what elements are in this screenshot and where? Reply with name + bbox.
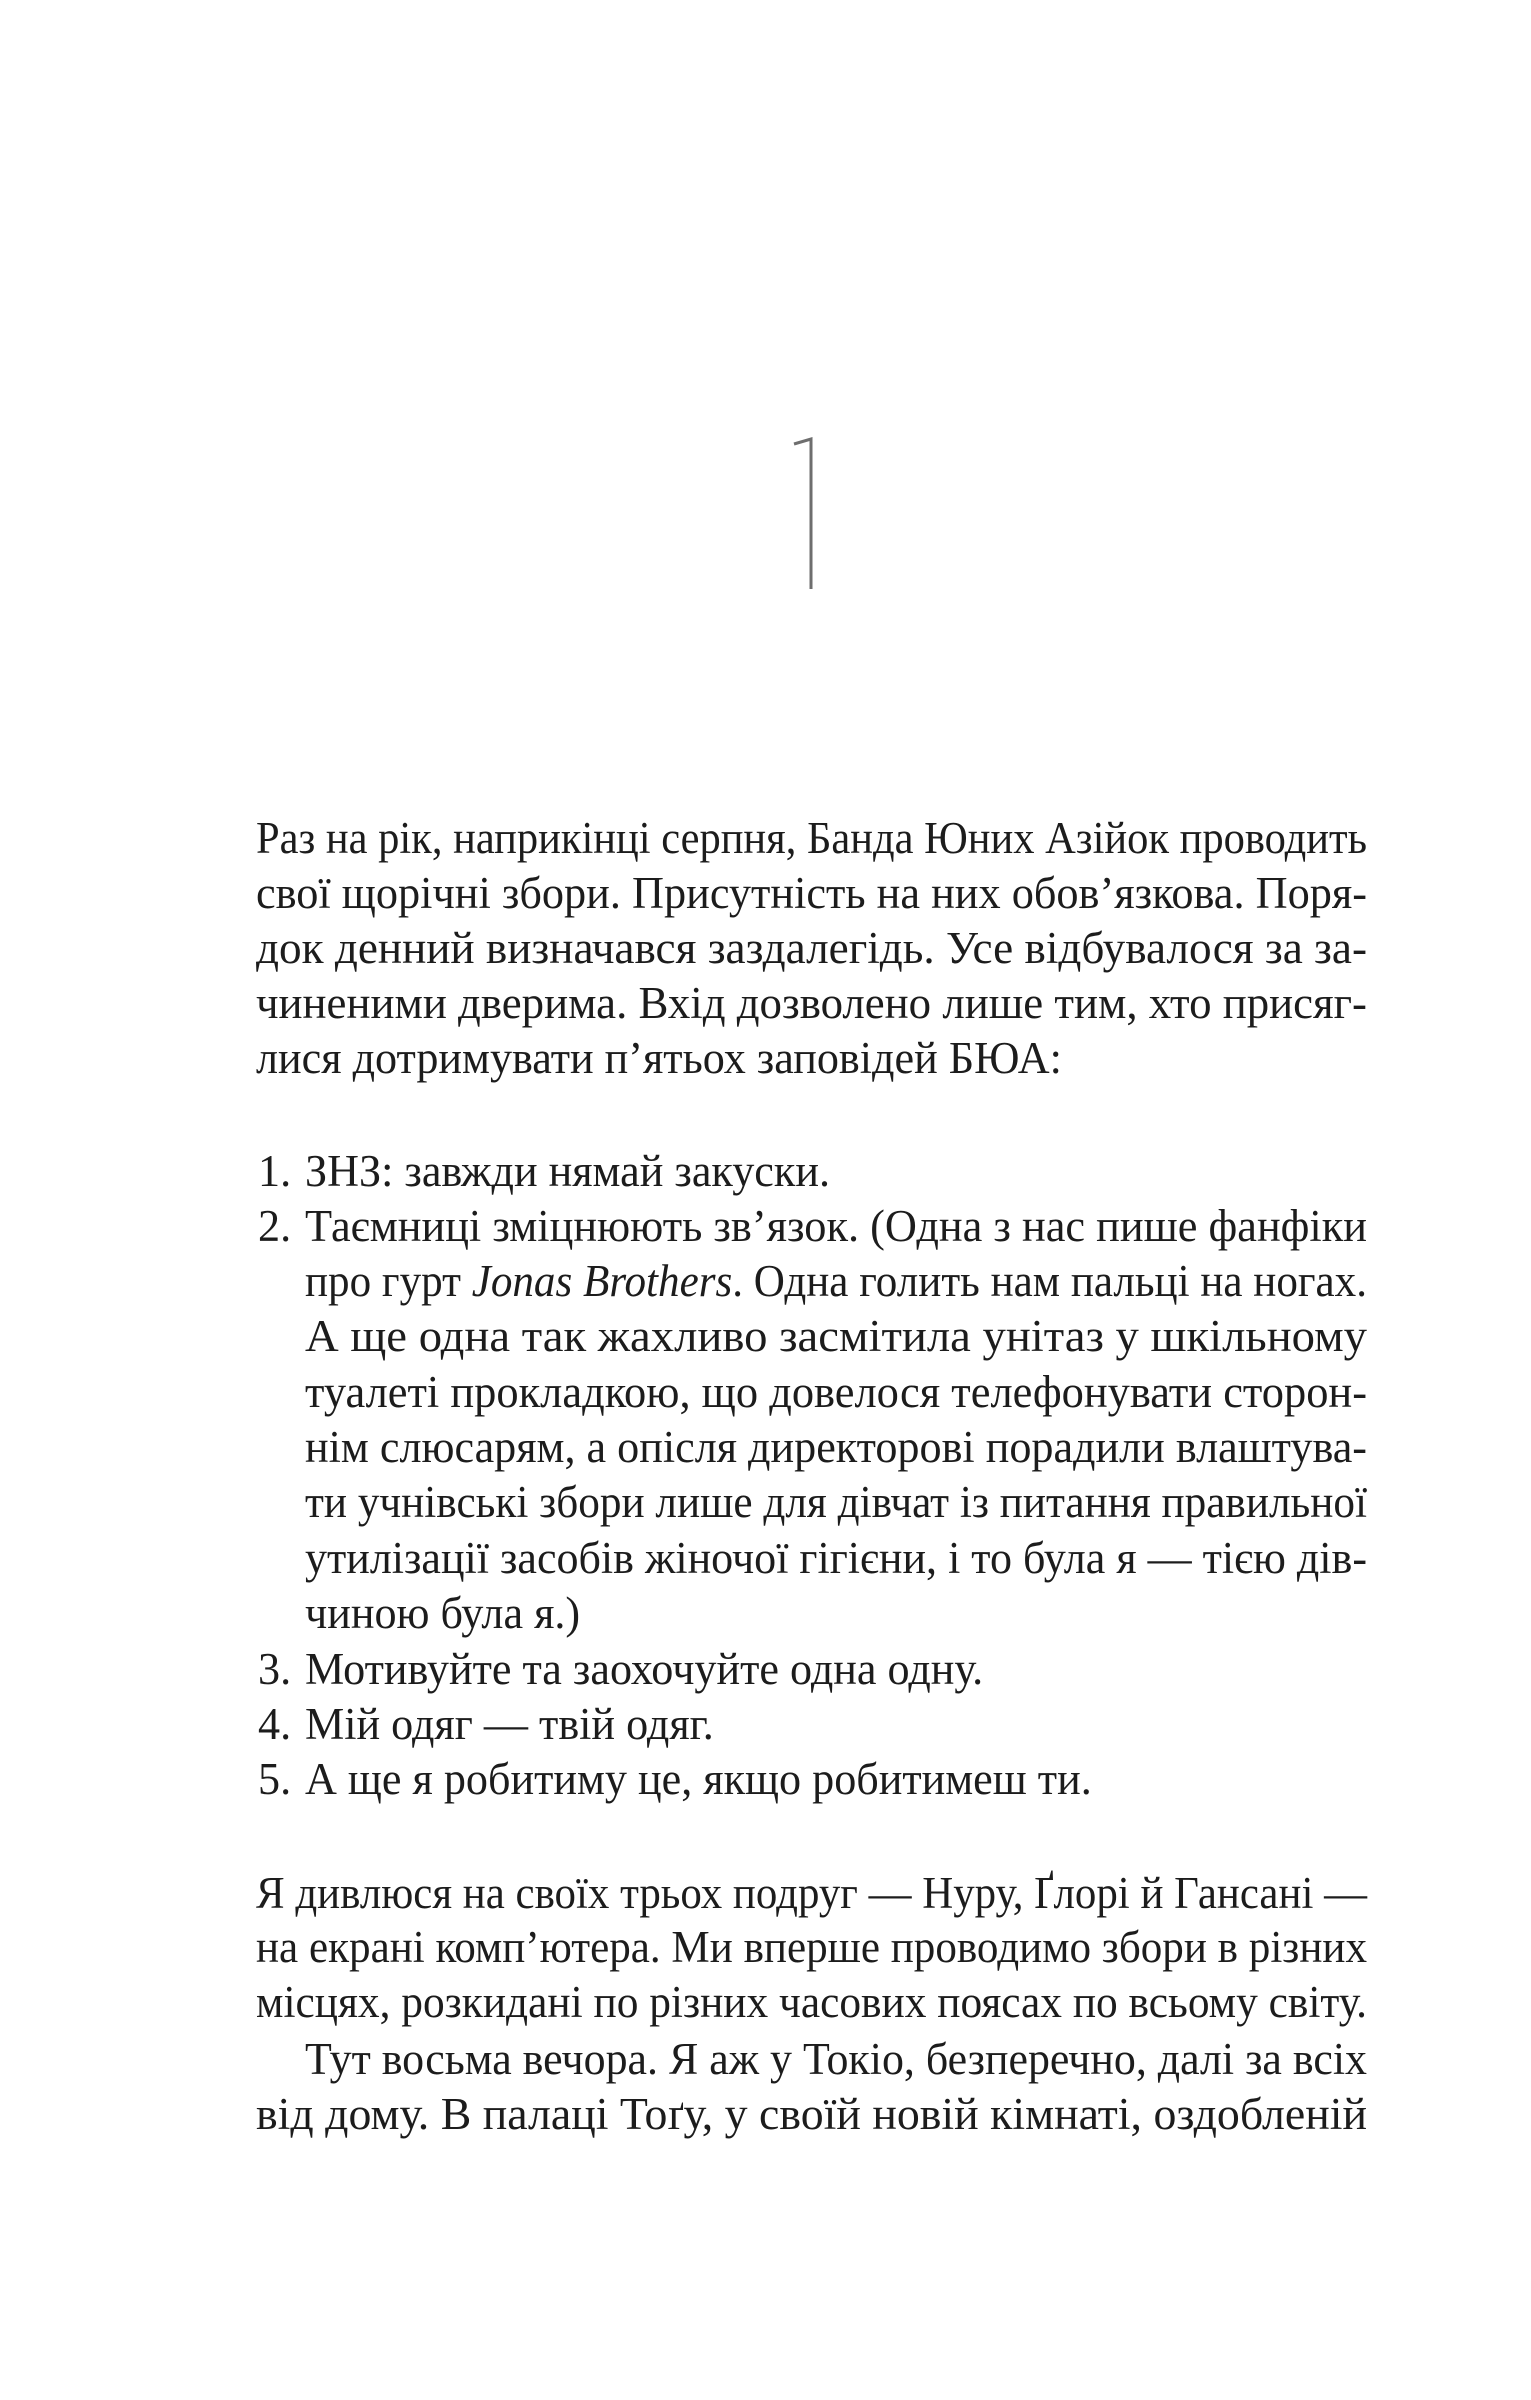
list-marker: 3. — [258, 1644, 292, 1694]
paragraph-line: на екрані комп’ютера. Ми вперше проводимо збори в різних — [256, 1922, 1367, 1972]
list-marker: 5. — [258, 1754, 292, 1804]
list-marker: 4. — [258, 1699, 292, 1749]
list-item-line: Таємниці зміцнюють зв’язок. (Одна з нас пише фанфіки — [305, 1201, 1367, 1251]
paragraph-line: місцях, розкидані по різних часових поясах по всьому світу. — [256, 1977, 1367, 2027]
list-item-line: нім слюсарям, а опісля директорові порадили влаштува- — [305, 1422, 1367, 1472]
paragraph-line: Раз на рік, наприкінці серпня, Банда Юних Азійок проводить — [256, 813, 1367, 863]
band-name: Jonas Brothers — [471, 1256, 733, 1306]
line-text: . Одна голить нам пальці на ногах. — [732, 1256, 1367, 1306]
list-item-line — [305, 1256, 1367, 1306]
list-item-line: А ще одна так жахливо засмітила унітаз у шкільному — [305, 1311, 1367, 1361]
list-item-line: ти учнівські збори лише для дівчат із питання правильної — [305, 1477, 1367, 1527]
list-item-line: ЗНЗ: завжди нямай закуски. — [305, 1146, 831, 1196]
list-item-line: чиною була я.) — [305, 1588, 581, 1638]
paragraph-line: Тут восьма вечора. Я аж у Токіо, безперечно, далі за всіх — [305, 2034, 1367, 2084]
list-item-line: Мотивуйте та заохочуйте одна одну. — [305, 1644, 984, 1694]
chapter-number — [793, 437, 817, 589]
list-item-line: утилізації засобів жіночої гігієни, і то була я — тією дів- — [305, 1533, 1367, 1583]
paragraph-line: Я дивлюся на своїх трьох подруг — Нуру, Ґлорі й Гансані — — [256, 1868, 1367, 1918]
paragraph-line: свої щорічні збори. Присутність на них обов’язкова. Поря- — [256, 868, 1367, 918]
paragraph-line: від дому. В палаці Тоґу, у своїй новій кімнаті, оздобленій — [256, 2089, 1367, 2139]
paragraph-line: док денний визначався заздалегідь. Усе відбувалося за за- — [256, 923, 1367, 973]
paragraph-line: лися дотримувати п’ятьох заповідей БЮА: — [256, 1033, 1062, 1083]
list-item-line: Мій одяг — твій одяг. — [305, 1699, 714, 1749]
paragraph-line: чиненими дверима. Вхід дозволено лише тим, хто присяг- — [256, 978, 1367, 1028]
list-marker: 1. — [258, 1146, 292, 1196]
line-text: про гурт — [305, 1256, 472, 1306]
list-item-line: А ще я робитиму це, якщо робитимеш ти. — [305, 1754, 1092, 1804]
list-marker: 2. — [258, 1201, 292, 1251]
list-item-line: туалеті прокладкою, що довелося телефонувати сторон- — [305, 1367, 1367, 1417]
